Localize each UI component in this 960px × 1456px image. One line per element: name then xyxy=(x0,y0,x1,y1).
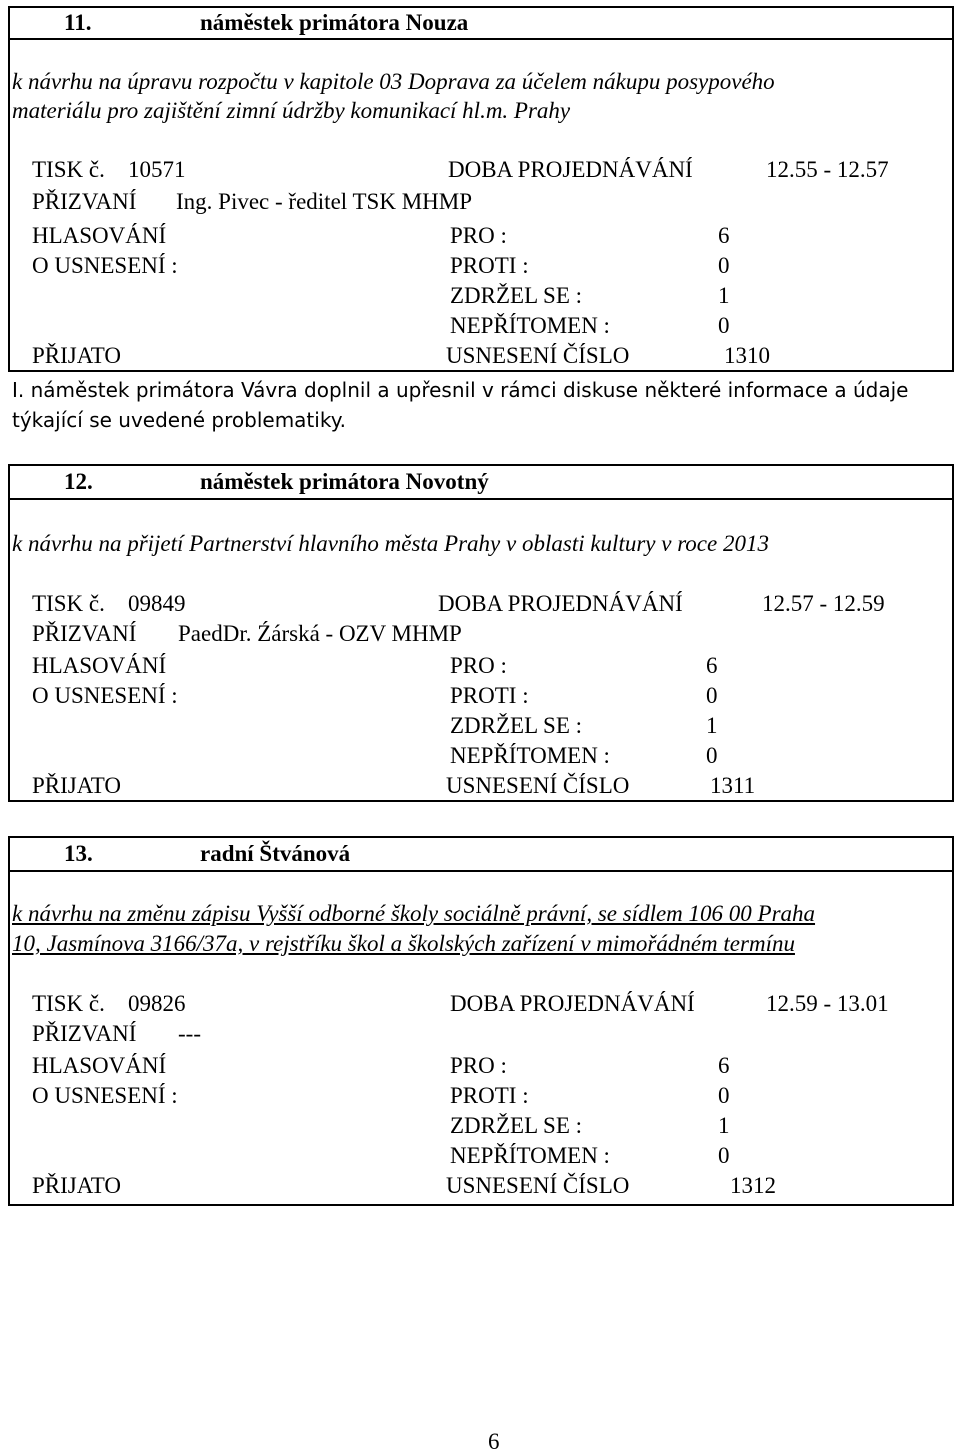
item-note-line: I. náměstek primátora Vávra doplnil a upřesnil v rámci diskuse některé informace a údaje xyxy=(12,378,909,402)
prizvani-label: PŘIZVANÍ xyxy=(32,621,137,646)
item-number: 12. xyxy=(64,469,93,494)
agenda-item-12-header-divider xyxy=(8,498,954,500)
prizvani-value: Ing. Pivec - ředitel TSK MHMP xyxy=(176,189,473,214)
proti-value: 0 xyxy=(718,253,730,278)
hlasovani-label: HLASOVÁNÍ xyxy=(32,1053,167,1078)
usneseni-label: O USNESENÍ : xyxy=(32,683,178,708)
proti-value: 0 xyxy=(706,683,718,708)
item-note-line: týkající se uvedené problematiky. xyxy=(12,408,347,432)
usneseni-cislo-label: USNESENÍ ČÍSLO xyxy=(446,773,630,798)
prizvani-value: PaedDr. Źárská - OZV MHMP xyxy=(178,621,462,646)
pro-label: PRO : xyxy=(450,1053,507,1078)
pro-label: PRO : xyxy=(450,223,507,248)
usneseni-label: O USNESENÍ : xyxy=(32,1083,178,1108)
doba-value: 12.55 - 12.57 xyxy=(766,157,889,182)
zdrzel-label: ZDRŽEL SE : xyxy=(450,283,583,308)
nepritomen-label: NEPŘÍTOMEN : xyxy=(450,1143,610,1168)
usneseni-cislo-value: 1310 xyxy=(724,343,770,368)
item-subject-line: 10, Jasmínova 3166/37a, v rejstříku škol a školských zařízení v mimořádném termínu xyxy=(12,931,795,956)
pro-value: 6 xyxy=(706,653,718,678)
doba-value: 12.57 - 12.59 xyxy=(762,591,885,616)
doba-label: DOBA PROJEDNÁVÁNÍ xyxy=(450,991,695,1016)
nepritomen-label: NEPŘÍTOMEN : xyxy=(450,313,610,338)
proti-label: PROTI : xyxy=(450,683,529,708)
item-number: 13. xyxy=(64,841,93,866)
page-number: 6 xyxy=(488,1429,500,1454)
doba-label: DOBA PROJEDNÁVÁNÍ xyxy=(438,591,683,616)
tisk-number: 10571 xyxy=(128,157,186,182)
pro-label: PRO : xyxy=(450,653,507,678)
zdrzel-label: ZDRŽEL SE : xyxy=(450,1113,583,1138)
zdrzel-value: 1 xyxy=(706,713,718,738)
zdrzel-value: 1 xyxy=(718,283,730,308)
prizvani-label: PŘIZVANÍ xyxy=(32,1021,137,1046)
prizvani-value: --- xyxy=(178,1021,201,1046)
prijato-label: PŘIJATO xyxy=(32,1173,122,1198)
nepritomen-label: NEPŘÍTOMEN : xyxy=(450,743,610,768)
proti-label: PROTI : xyxy=(450,1083,529,1108)
prizvani-label: PŘIZVANÍ xyxy=(32,189,137,214)
item-subject-line: k návrhu na změnu zápisu Vyšší odborné školy sociálně právní, se sídlem 106 00 Praha xyxy=(12,901,816,926)
doba-label: DOBA PROJEDNÁVÁNÍ xyxy=(448,157,693,182)
tisk-number: 09826 xyxy=(128,991,186,1016)
agenda-item-13-header-divider xyxy=(8,870,954,872)
usneseni-cislo-label: USNESENÍ ČÍSLO xyxy=(446,343,630,368)
pro-value: 6 xyxy=(718,223,730,248)
nepritomen-value: 0 xyxy=(718,1143,730,1168)
nepritomen-value: 0 xyxy=(718,313,730,338)
usneseni-cislo-value: 1311 xyxy=(710,773,756,798)
tisk-number: 09849 xyxy=(128,591,186,616)
prijato-label: PŘIJATO xyxy=(32,773,122,798)
proti-label: PROTI : xyxy=(450,253,529,278)
zdrzel-label: ZDRŽEL SE : xyxy=(450,713,583,738)
agenda-item-11-header-divider xyxy=(8,38,954,40)
item-speaker: radní Štvánová xyxy=(200,841,351,866)
item-subject-line: k návrhu na přijetí Partnerství hlavního města Prahy v oblasti kultury v roce 2013 xyxy=(12,531,769,556)
item-number: 11. xyxy=(64,10,92,35)
hlasovani-label: HLASOVÁNÍ xyxy=(32,653,167,678)
usneseni-cislo-value: 1312 xyxy=(730,1173,776,1198)
doba-value: 12.59 - 13.01 xyxy=(766,991,889,1016)
item-speaker: náměstek primátora Novotný xyxy=(200,469,489,494)
nepritomen-value: 0 xyxy=(706,743,718,768)
tisk-label: TISK č. xyxy=(32,157,105,182)
item-subject-line: materiálu pro zajištění zimní údržby komunikací hl.m. Prahy xyxy=(12,98,571,123)
zdrzel-value: 1 xyxy=(718,1113,730,1138)
usneseni-cislo-label: USNESENÍ ČÍSLO xyxy=(446,1173,630,1198)
item-subject-line: k návrhu na úpravu rozpočtu v kapitole 03 Doprava za účelem nákupu posypového xyxy=(12,69,775,94)
pro-value: 6 xyxy=(718,1053,730,1078)
tisk-label: TISK č. xyxy=(32,591,105,616)
usneseni-label: O USNESENÍ : xyxy=(32,253,178,278)
item-speaker: náměstek primátora Nouza xyxy=(200,10,469,35)
hlasovani-label: HLASOVÁNÍ xyxy=(32,223,167,248)
proti-value: 0 xyxy=(718,1083,730,1108)
prijato-label: PŘIJATO xyxy=(32,343,122,368)
tisk-label: TISK č. xyxy=(32,991,105,1016)
